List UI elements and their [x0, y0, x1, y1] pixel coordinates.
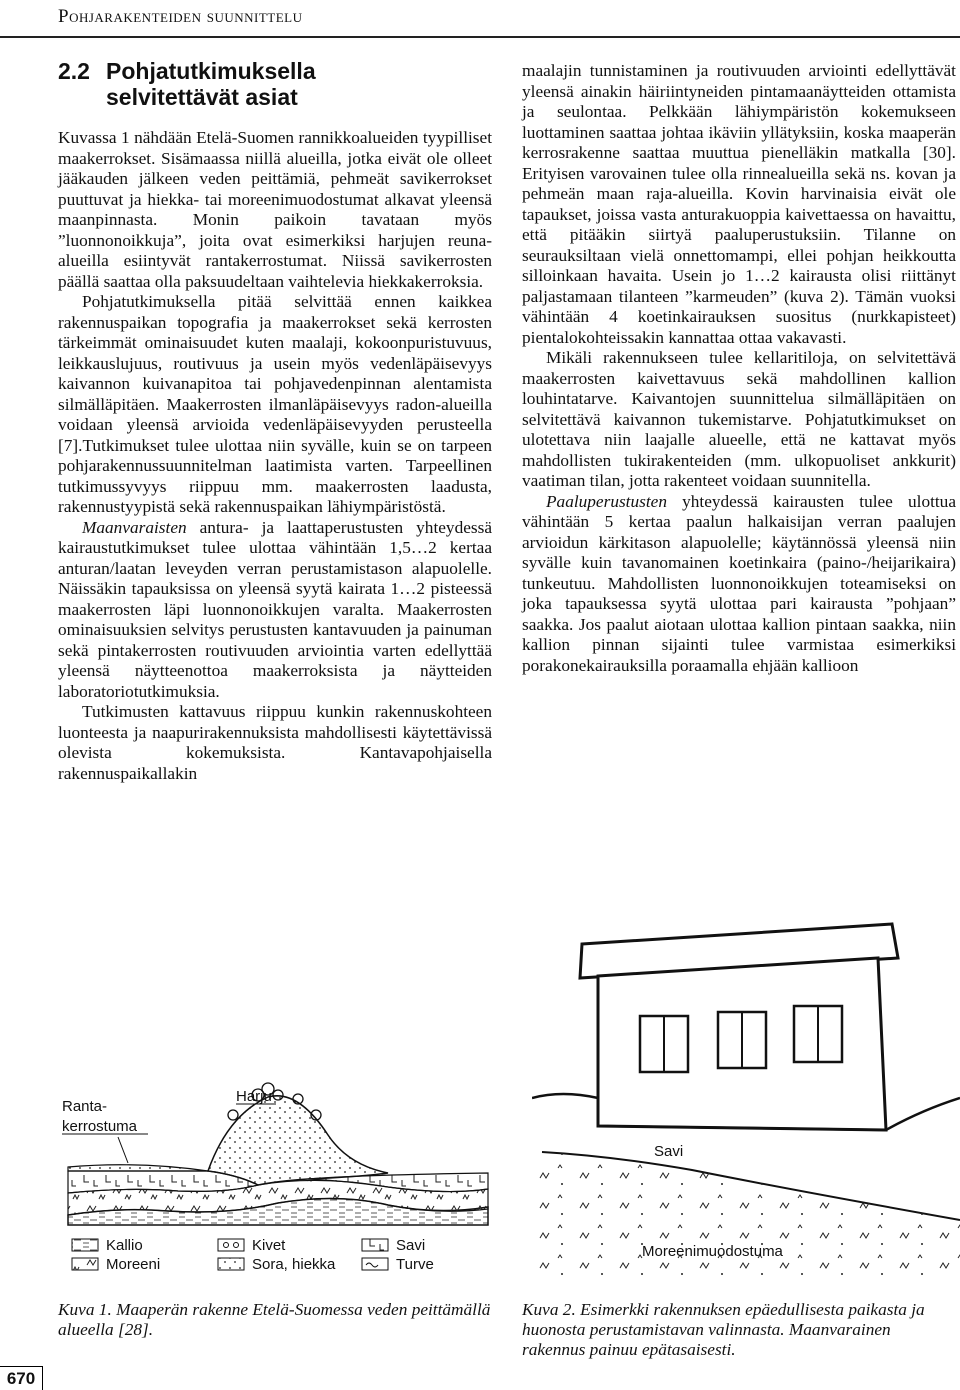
right-column: [522, 61, 956, 676]
right-paragraph-3-emphasis: Paaluperustusten: [546, 491, 667, 511]
left-paragraph-3-emphasis: Maanvaraisten: [82, 517, 187, 537]
section-number: 2.2: [58, 58, 90, 84]
left-paragraph-3: [58, 518, 492, 703]
legend-kivet: Kivet: [252, 1237, 286, 1254]
left-paragraph-3-text: antura- ja laattaperustusten yhteydessä kairaustutkimukset tulee ulottaa vähintään 1,5…2 kertaa anturan/laatan leveyden verran perustamistason alapuolelle. Näissäkin tapauksissa on yleensä syytä kairata 1…2 pisteessä maakerrosten läpi luonnonoikkujen varalta. Maakerrosten ominaisuuksien selvitys perustusten kantavuuden ja painuman sekä pintakerrosten routivuuden arviointia varten edellyttää yleensä näytteenottoa maakerroksista ja näytteiden laboratoriotutkimuksia.: [58, 517, 492, 701]
figure2-building: [532, 920, 960, 1280]
left-column: [58, 128, 492, 784]
legend-kallio: Kallio: [106, 1237, 143, 1254]
legend-turve: Turve: [396, 1256, 434, 1273]
label-harju: Harju: [236, 1088, 272, 1105]
legend-swatch-kallio: [72, 1239, 98, 1251]
figure1-soil-section: [58, 1075, 498, 1285]
right-paragraph-1: maalajin tunnistaminen ja routivuuden arviointi edellyttävät yleensä ainakin häiriintyneiden pintamaanäytteiden ottamista ja seulontaa. Pelkkään lähiympäristön kokemukseen luottaminen saattaa johtaa ikäviin yllätyksiin, koska maaperän kerrosrakenne saattaa muuttua pienelläkin matkalla [30]. Erityisen varovainen tulee olla rinnealueilla sekä ns. kovan ja pehmeän maan raja-alueilla. Kovin harvinaisia eivät ole tapaukset, joissa vasta anturakuoppia kaivettaessa on havaittu, että pitääkin siirtyä paaluperustuksiin. Tilanne on seurauksiltaan vielä onnettomampi, ellei pohjan heikkoutta silloinkaan havaita. Usein jo 1…2 kairausta olisi riittänyt paljastamaan tilanteen ”karmeuden” (kuva 2). Tämän vuoksi vähintään 4 koetinkairauksen suositus (nurkkapisteet) pientalokohteissakin kannattaa ottaa vakavasti.: [522, 61, 956, 347]
shore-deposit: [68, 1165, 208, 1171]
right-paragraph-3-text: yhteydessä kairausten tulee ulottua vähintään 5 kertaa paalun halkaisijan verran paalujen arvioidun kärkitason alapuolelle; käytännössä yleensä niin syvälle kuin tavanomainen koetinkaira (paino-/heijarikaira) tunkeutuu. Mahdollisten luonnonoikkujen toteamiseksi on joka tapauksessa syytä ulottaa pari kairausta ”pohjaan” saakka. Jos paalut aiotaan ulottaa kallion pintaan saakka, niin kallion pinnan sijainti tulee varmistaa esimerkiksi porakonekairauksilla poraamalla ehjään kallioon: [522, 491, 956, 675]
left-paragraph-4: Tutkimusten kattavuus riippuu kunkin rakennuskohteen luonteesta ja naapurirakennuksista mahdollisesti käytettävissä olevista kokemuksista. Kantavapohjaisella rakennuspaikallakin: [58, 702, 492, 783]
legend-savi: Savi: [396, 1237, 426, 1254]
figure1-caption: Kuva 1. Maaperän rakenne Etelä-Suomessa veden peittämällä alueella [28].: [58, 1300, 491, 1339]
label-savi: Savi: [654, 1143, 684, 1160]
legend-moreeni: Moreeni: [106, 1256, 161, 1273]
page-number: 670: [0, 1366, 43, 1390]
esker-sand: [208, 1096, 388, 1185]
right-paragraph-3: [522, 492, 956, 677]
running-header: Pohjarakenteiden suunnittelu: [58, 6, 303, 27]
label-ranta-1: Ranta-: [62, 1098, 108, 1115]
right-paragraph-2: Mikäli rakennukseen tulee kellaritiloja, on selvitettävä maakerrosten kaivettavuus sekä mahdollinen kallion louhintatarve. Kaivantojen suunnittelua silmälläpitäen on selvitettävä kaivannon tukemistarve. Pohjatutkimukset on ulotettava niin laajalle alueelle, että ne kattavat myös mahdollisten tukirakenteiden (mm. ulkopuoliset ankkurit) vaatiman tilan, jotta rakenteet voidaan suunnitella.: [522, 348, 956, 490]
moraine-fill: [532, 1152, 960, 1220]
figure1-legend: [72, 1237, 434, 1273]
label-ranta-2: kerrostuma: [62, 1118, 138, 1135]
legend-swatch-moreeni: [72, 1258, 98, 1270]
left-paragraph-2: Pohjatutkimuksella pitää selvittää ennen kaikkea rakennuspaikan topografia ja maakerrokset sekä kerrosten tärkeimmät ominaisuudet kuten maalaji, kokoonpuristuvuus, leikkauslujuus, routivuus ja usein myös vedenläpäisevyys kaivannon kuivanapitoa tai pohjavedenpinnan alentamista silmälläpitäen. Maakerrosten ilmanläpäisevyys radon-alueilla voidaan yleensä arvioida vedenläpäisevyyden perusteella [7].Tutkimukset tulee ulottaa niin syvälle, kuin se on tarpeen pohjarakennussuunnitelman laatimista varten. Tarpeellinen tutkimussyvyys riippuu mm. maakerrosten laadusta, rakennustyypistä sekä rakennuspaikan lähiympäristöstä.: [58, 292, 492, 516]
left-paragraph-1: Kuvassa 1 nähdään Etelä-Suomen rannikkoalueiden tyypilliset maakerrokset. Sisämaassa niillä alueilla, jotka eivät ole olleet jääkauden jälkeen veden peittämiä, pehmeät savikerrokset puuttuvat ja hiekka- tai moreenimuodostumat alkavat yleensä maanpinnasta. Monin paikoin tavataan myös ”luonnonoikkuja”, joita ovat esimerkiksi harjujen reuna-alueilla esiintyvät rantakerrostumat. Niissä savikerrosten päällä saattaa olla paksuudeltaan vaihtelevia hiekkakerroksia.: [58, 128, 492, 291]
legend-sora: Sora, hiekka: [252, 1256, 336, 1273]
legend-swatch-savi: [362, 1239, 388, 1251]
label-moreenimuodostuma: Moreenimuodostuma: [642, 1243, 783, 1260]
legend-swatch-turve: [362, 1258, 388, 1270]
section-heading: [58, 58, 458, 110]
section-title-line1: Pohjatutkimuksella: [106, 58, 316, 84]
figure2-caption: Kuva 2. Esimerkki rakennuksen epäedullisesta paikasta ja huonosta perustamistavan valinnasta. Maanvarainen rakennus painuu epätasaisesti.: [522, 1300, 925, 1359]
legend-swatch-kivet: [218, 1239, 244, 1251]
section-title-line2: selvitettävät asiat: [106, 84, 298, 110]
header-rule: [0, 36, 960, 38]
legend-swatch-sora: [218, 1258, 244, 1270]
